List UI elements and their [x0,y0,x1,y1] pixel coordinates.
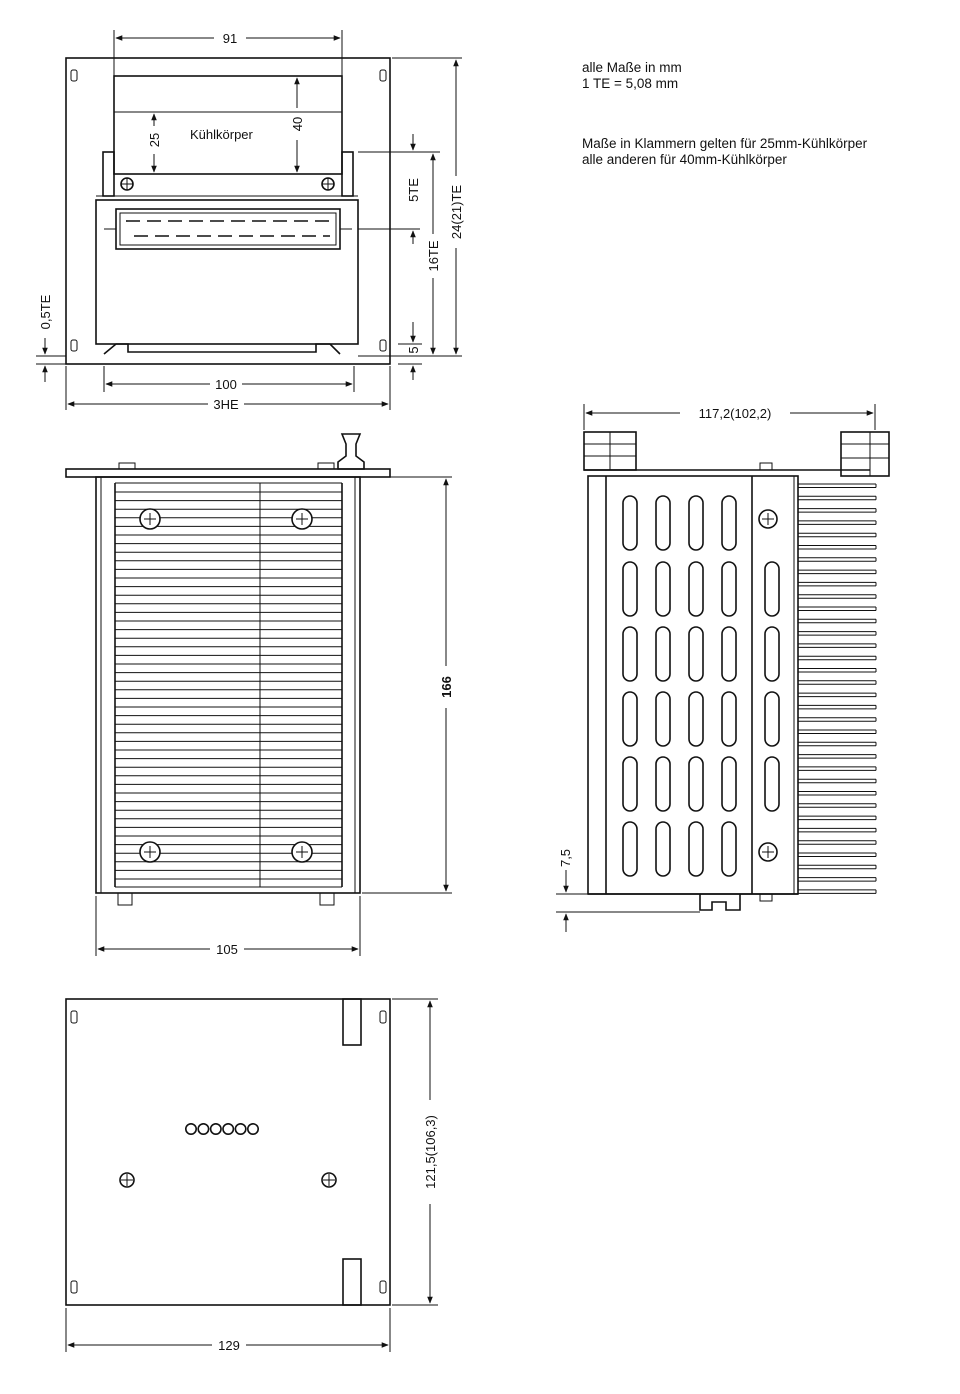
dim-166: 166 [439,676,454,698]
vent-slot [656,692,670,746]
dim-depth: 117,2(102,2) [698,406,772,421]
dim-16te: 16TE [426,240,441,272]
bottom-view [66,999,438,1353]
screw-icon [322,178,334,190]
vent-slot [722,692,736,746]
vent-slot [765,627,779,681]
heatsink [114,76,342,174]
vent-slot [765,692,779,746]
module-side [588,476,798,894]
notes-block [582,60,868,167]
vent-slot [689,822,703,876]
screw-icon [140,842,160,862]
vent-slot [623,757,637,811]
dim-40: 40 [290,116,305,132]
vent-slot [722,822,736,876]
vent-slot [765,757,779,811]
dim-5te: 5TE [406,178,421,202]
vent-slot [722,627,736,681]
screw-icon [292,509,312,529]
note-brackets: Maße in Klammern gelten für 25mm-Kühlkörper [582,136,868,151]
led-icon [235,1124,245,1134]
heatsink-label: Kühlkörper [190,127,253,142]
vent-slot [689,757,703,811]
vent-slot [765,562,779,616]
heatsink-top [96,477,360,893]
vent-slot [656,822,670,876]
dim-7-5: 7,5 [558,848,573,868]
screw-icon [292,842,312,862]
vent-slot [656,627,670,681]
dim-3he: 3HE [213,397,239,412]
led-icon [211,1124,221,1134]
dim-129: 129 [218,1338,240,1353]
vent-slot [689,496,703,550]
dim-100: 100 [215,377,237,392]
dim-91: 91 [222,31,238,46]
front-view [36,30,464,412]
dim-24te: 24(21)TE [449,184,464,240]
vent-slot [722,562,736,616]
dim-5: 5 [406,346,421,354]
dim-121: 121,5(106,3) [423,1115,438,1189]
led-icon [248,1124,258,1134]
vent-slot [656,496,670,550]
side-fins [798,484,876,893]
dim-25: 25 [147,132,162,148]
vent-slots [623,496,779,876]
heatsink-fins [115,492,342,879]
screw-icon [121,178,133,190]
dim-105: 105 [216,942,238,957]
screw-icon [140,509,160,529]
vent-slot [722,496,736,550]
led-icon [198,1124,208,1134]
top-view [66,434,454,957]
vent-slot [656,562,670,616]
screws-top [140,509,312,862]
led-icon [223,1124,233,1134]
note-te: 1 TE = 5,08 mm [582,76,679,91]
vent-slot [656,757,670,811]
vent-slot [623,562,637,616]
vent-slot [623,822,637,876]
note-units: alle Maße in mm [582,60,682,75]
vent-slot [623,496,637,550]
note-others: alle anderen für 40mm-Kühlkörper [582,152,787,167]
side-view [556,404,889,932]
led-row [186,1124,258,1134]
bottom-panel [66,999,390,1305]
vent-slot [623,627,637,681]
screw-icon [759,510,777,528]
led-icon [186,1124,196,1134]
screw-icon [759,843,777,861]
vent-slot [689,627,703,681]
vent-slot [689,692,703,746]
screw-icon [120,1173,134,1187]
vent-slot [722,757,736,811]
dim-05te: 0,5TE [38,294,53,330]
vent-slot [623,692,637,746]
vent-slot [689,562,703,616]
screw-icon [322,1173,336,1187]
connector [116,209,340,249]
